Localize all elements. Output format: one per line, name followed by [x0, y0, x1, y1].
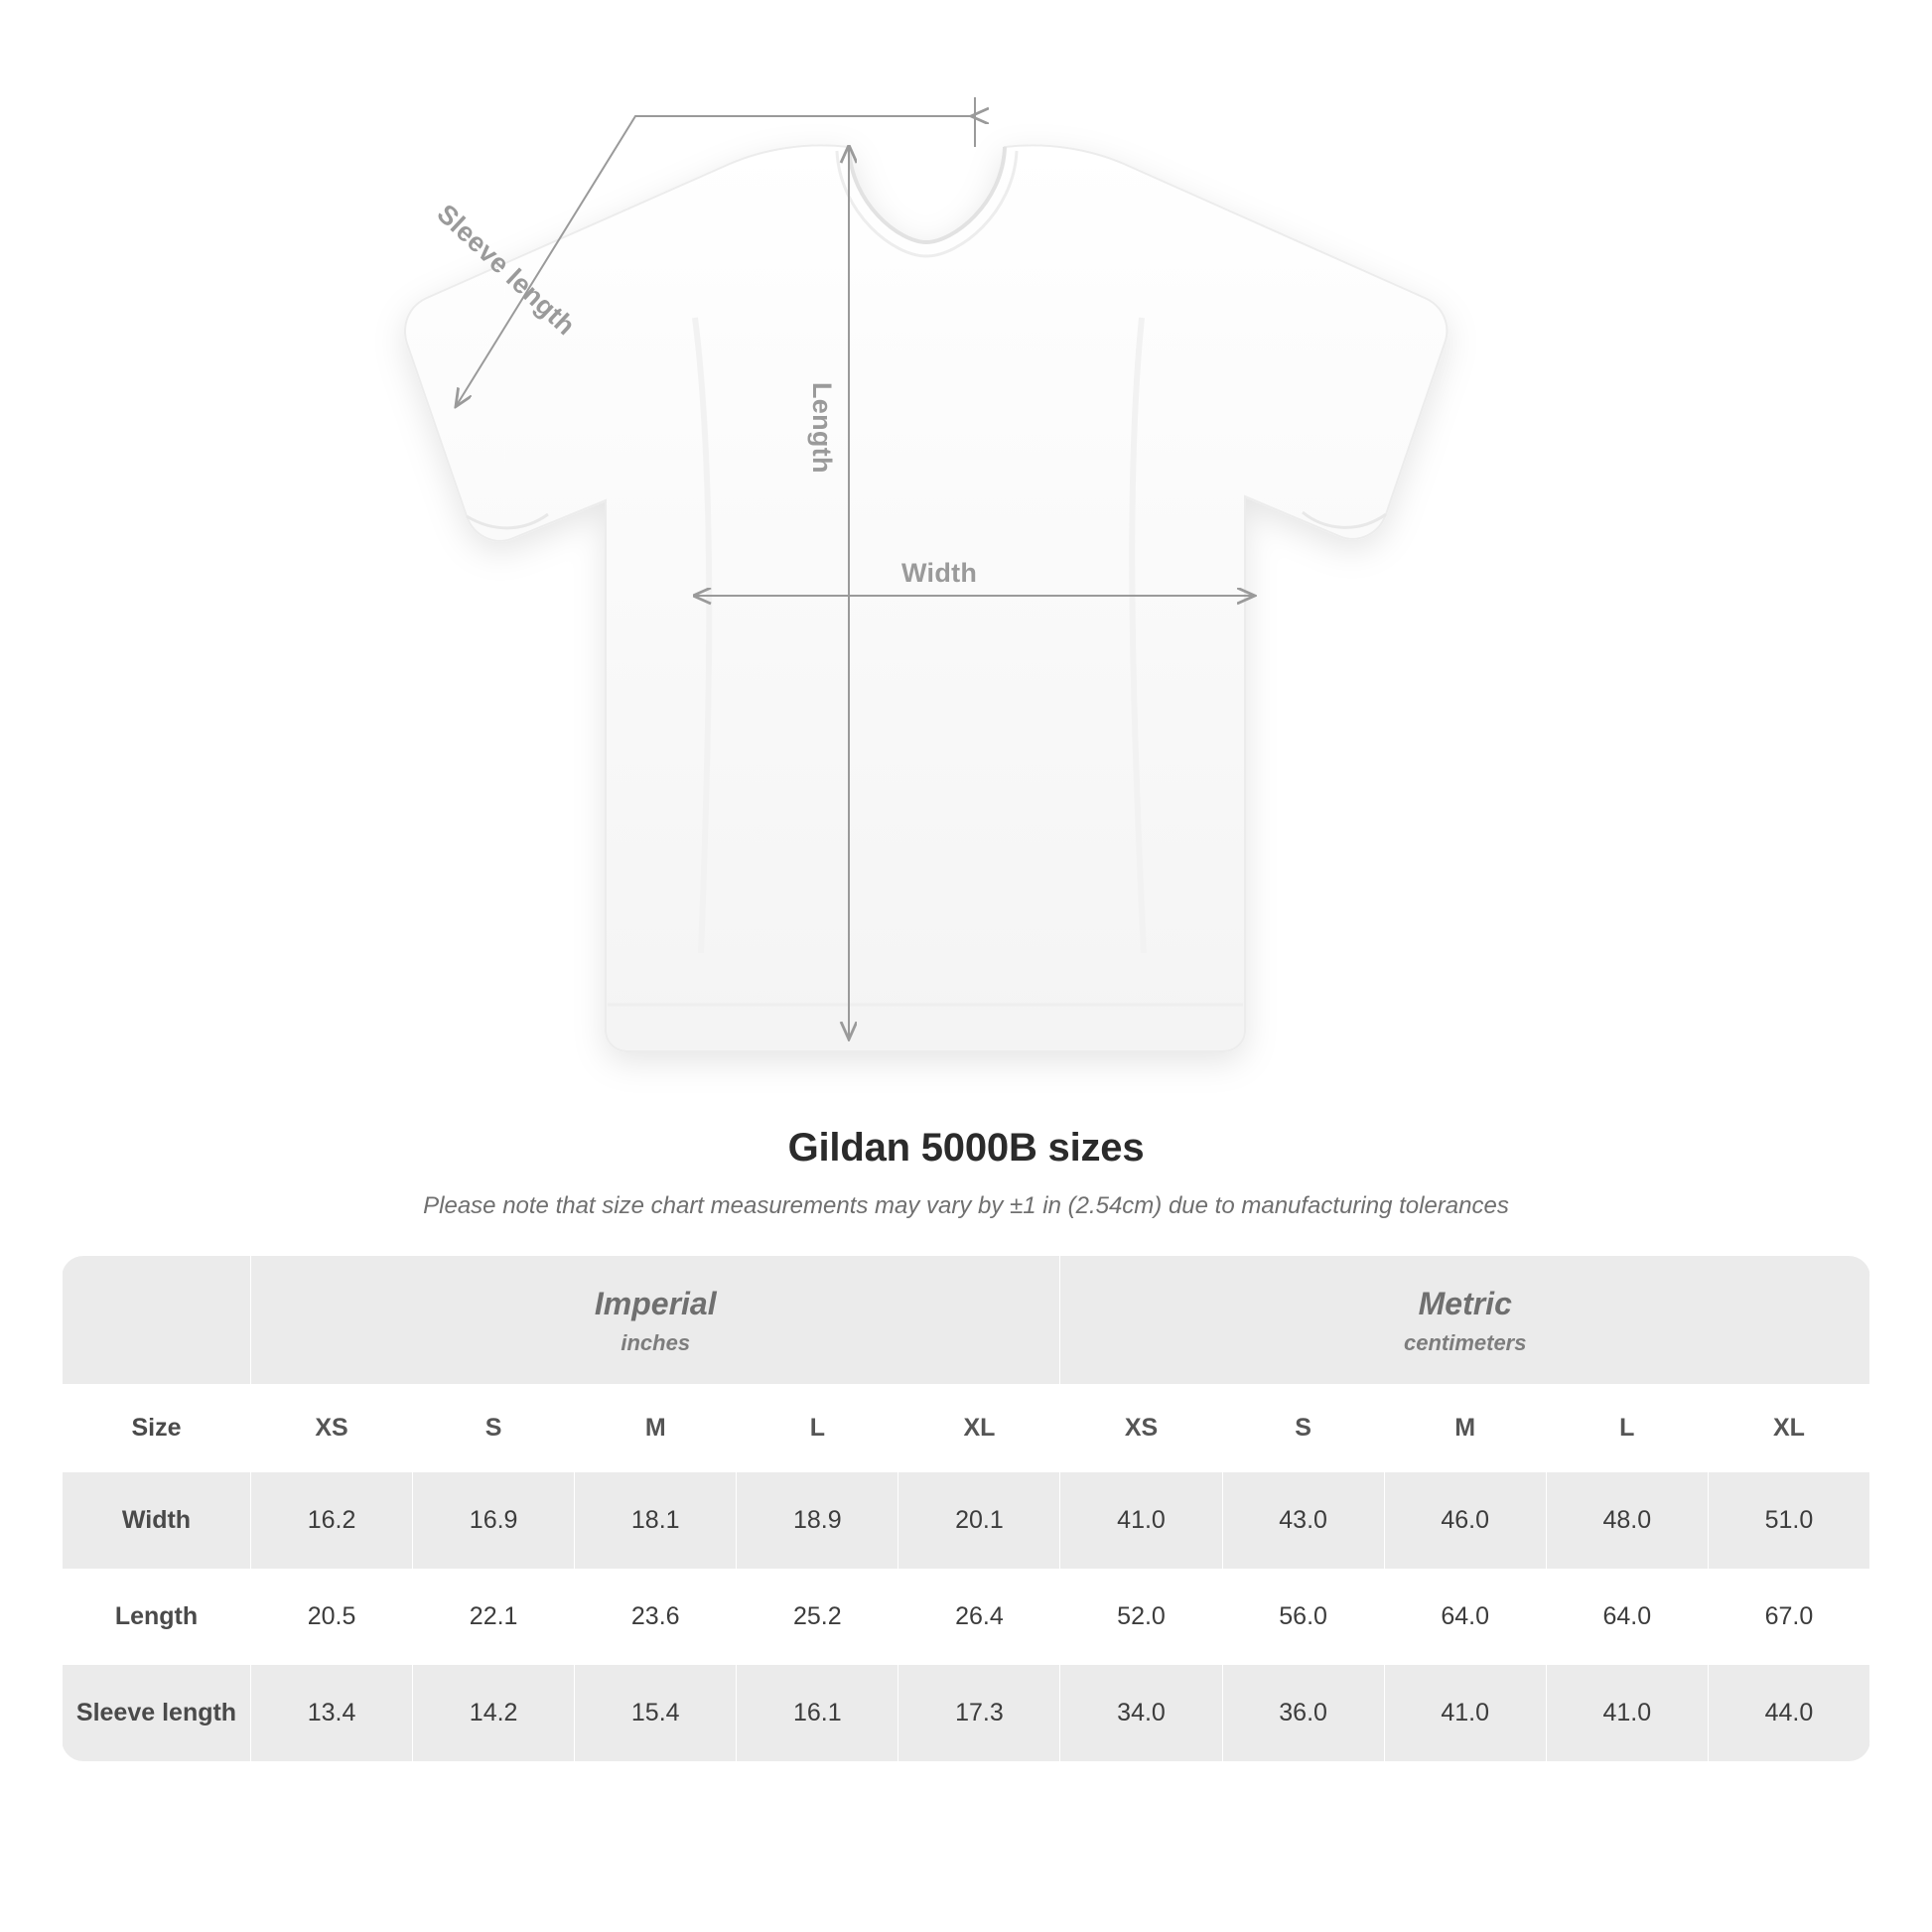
unit-sub-imperial: inches [621, 1330, 691, 1355]
cell-width-imperial-s: 16.9 [413, 1472, 575, 1569]
table-row [63, 1472, 1870, 1569]
column-header-metric-m: M [1384, 1384, 1546, 1472]
cell-sleeve-metric-m: 41.0 [1384, 1665, 1546, 1761]
size-header-row [63, 1384, 1870, 1472]
cell-width-metric-xl: 51.0 [1708, 1472, 1869, 1569]
column-header-metric-l: L [1546, 1384, 1708, 1472]
unit-header-spacer [63, 1256, 251, 1384]
column-header-imperial-xs: XS [251, 1384, 413, 1472]
unit-header-row [63, 1256, 1870, 1384]
cell-width-metric-s: 43.0 [1222, 1472, 1384, 1569]
row-label-sleeve-length: Sleeve length [63, 1665, 251, 1761]
cell-width-imperial-l: 18.9 [737, 1472, 898, 1569]
cell-sleeve-metric-l: 41.0 [1546, 1665, 1708, 1761]
cell-width-imperial-m: 18.1 [575, 1472, 737, 1569]
row-label-width: Width [63, 1472, 251, 1569]
sleeve-length-label: Sleeve length [431, 199, 582, 342]
cell-width-imperial-xs: 16.2 [251, 1472, 413, 1569]
tshirt-shape [405, 145, 1447, 1051]
unit-name-imperial: Imperial [594, 1286, 717, 1321]
cell-length-imperial-l: 25.2 [737, 1569, 898, 1665]
cell-length-metric-xl: 67.0 [1708, 1569, 1869, 1665]
row-label-length: Length [63, 1569, 251, 1665]
cell-length-imperial-xl: 26.4 [898, 1569, 1060, 1665]
cell-sleeve-imperial-s: 14.2 [413, 1665, 575, 1761]
cell-sleeve-imperial-m: 15.4 [575, 1665, 737, 1761]
column-header-imperial-xl: XL [898, 1384, 1060, 1472]
cell-width-metric-xs: 41.0 [1060, 1472, 1222, 1569]
column-header-metric-xl: XL [1708, 1384, 1869, 1472]
table-row [63, 1569, 1870, 1665]
cell-width-imperial-xl: 20.1 [898, 1472, 1060, 1569]
column-header-metric-s: S [1222, 1384, 1384, 1472]
column-header-imperial-m: M [575, 1384, 737, 1472]
cell-width-metric-l: 48.0 [1546, 1472, 1708, 1569]
title-block [0, 1126, 1932, 1220]
size-chart-table-wrapper [62, 1256, 1870, 1761]
unit-name-metric: Metric [1418, 1286, 1512, 1321]
width-label: Width [901, 558, 978, 588]
cell-sleeve-imperial-xl: 17.3 [898, 1665, 1060, 1761]
cell-length-metric-l: 64.0 [1546, 1569, 1708, 1665]
unit-sub-metric: centimeters [1403, 1330, 1527, 1355]
column-header-metric-xs: XS [1060, 1384, 1222, 1472]
cell-sleeve-metric-s: 36.0 [1222, 1665, 1384, 1761]
page-title: Gildan 5000B sizes [787, 1126, 1145, 1170]
cell-length-metric-s: 56.0 [1222, 1569, 1384, 1665]
tolerance-note: Please note that size chart measurements may vary by ±1 in (2.54cm) due to manufacturing tolerances [423, 1192, 1509, 1219]
cell-width-metric-m: 46.0 [1384, 1472, 1546, 1569]
cell-length-metric-xs: 52.0 [1060, 1569, 1222, 1665]
table-row [63, 1665, 1870, 1761]
cell-sleeve-imperial-xs: 13.4 [251, 1665, 413, 1761]
cell-length-imperial-m: 23.6 [575, 1569, 737, 1665]
column-header-imperial-s: S [413, 1384, 575, 1472]
cell-length-imperial-s: 22.1 [413, 1569, 575, 1665]
column-header-size: Size [63, 1384, 251, 1472]
unit-header-metric [1060, 1256, 1870, 1384]
cell-sleeve-metric-xl: 44.0 [1708, 1665, 1869, 1761]
length-label: Length [807, 382, 837, 474]
cell-length-metric-m: 64.0 [1384, 1569, 1546, 1665]
size-chart-table [62, 1256, 1870, 1761]
cell-sleeve-imperial-l: 16.1 [737, 1665, 898, 1761]
column-header-imperial-l: L [737, 1384, 898, 1472]
unit-header-imperial [251, 1256, 1060, 1384]
cell-length-imperial-xs: 20.5 [251, 1569, 413, 1665]
cell-sleeve-metric-xs: 34.0 [1060, 1665, 1222, 1761]
